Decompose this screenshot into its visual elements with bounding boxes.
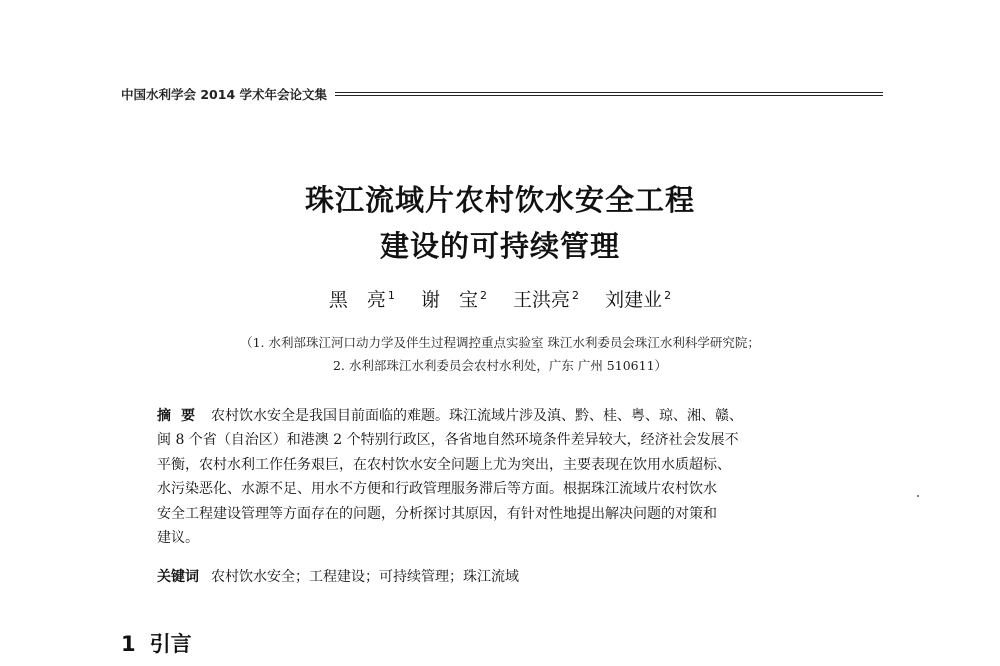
keywords [157, 566, 847, 586]
author-name: 刘建业 [605, 289, 663, 311]
author-name: 谢 宝 [420, 289, 478, 311]
abstract [157, 404, 847, 550]
paper-title-line-2: 建设的可持续管理 [379, 229, 620, 263]
abstract-line: 建议。 [157, 530, 199, 547]
author-affiliation-mark: 2 [572, 289, 580, 302]
abstract-line: 平衡，农村水利工作任务艰巨，在农村饮水安全问题上尤为突出，主要表现在饮用水质超标、 [157, 456, 731, 473]
abstract-text: 农村饮水安全是我国目前面临的难题。珠江流域片涉及滇、黔、桂、粤、琼、湘、赣、 [211, 408, 743, 424]
author-affiliation-mark: 2 [664, 289, 672, 302]
abstract-label: 摘要 [157, 408, 205, 424]
section-number: 1 [121, 632, 136, 656]
author-name: 王洪亮 [513, 289, 571, 311]
keywords-label: 关键词 [157, 569, 199, 585]
author [421, 289, 487, 311]
abstract-line: 安全工程建设管理等方面存在的问题，分析探讨其原因，有针对性地提出解决问题的对策和 [157, 505, 717, 522]
author [513, 289, 579, 311]
author [605, 289, 671, 311]
abstract-line [157, 404, 847, 428]
running-head [121, 84, 883, 104]
section-title: 引言 [149, 632, 192, 656]
abstract-line: 水污染恶化、水源不足、用水不方便和行政管理服务滞后等方面。根据珠江流域片农村饮水 [157, 481, 717, 498]
author-affiliation-mark: 1 [387, 289, 395, 302]
scan-speck [917, 495, 919, 497]
author [329, 289, 395, 311]
author-name: 黑 亮 [328, 289, 386, 311]
running-head-text: 中国水利学会 2014 学术年会论文集 [121, 87, 327, 102]
running-head-rule [335, 92, 883, 96]
paper-title-line-1: 珠江流域片农村饮水安全工程 [304, 183, 695, 217]
author-list [0, 285, 1000, 312]
affiliation-line-1: （1. 水利部珠江河口动力学及伴生过程调控重点实验室 珠江水利委员会珠江水利科学研究院； [240, 335, 760, 350]
abstract-line: 闽 8 个省（自治区）和港澳 2 个特别行政区，各省地自然环境条件差异较大，经济社会发展不 [157, 432, 739, 449]
section-heading [121, 628, 192, 658]
affiliation-line-2: 2. 水利部珠江水利委员会农村水利处，广东 广州 510611） [332, 358, 668, 373]
author-affiliation-mark: 2 [479, 289, 487, 302]
keywords-text: 农村饮水安全；工程建设；可持续管理；珠江流域 [211, 569, 519, 585]
